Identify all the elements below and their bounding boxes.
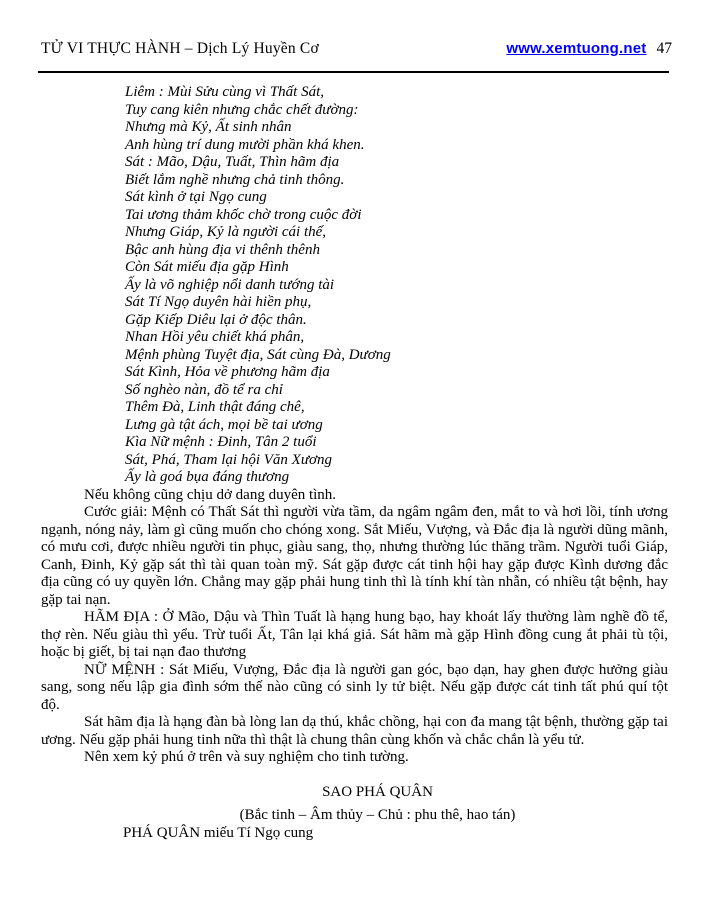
header-title: TỬ VI THỰC HÀNH – Dịch Lý Huyền Cơ — [41, 40, 319, 57]
verse-line: Biết lắm nghề nhưng chả tinh thông. — [125, 171, 345, 188]
verse-line: Nhan Hồi yêu chiết khá phân, — [125, 329, 305, 345]
header-divider — [38, 71, 669, 73]
verse-line: Còn Sát miếu địa gặp Hình — [125, 259, 289, 275]
verse-line: Ấy là goá bụa đáng thương — [125, 469, 290, 485]
verse-line: Ấy là võ nghiệp nổi danh tướng tài — [125, 276, 335, 293]
paragraph: HÃM ĐỊA : Ở Mão, Dậu và Thìn Tuất là hạng hung bạo, hay khoát lấy thường làm nghề đồ tể, thợ rèn. Nếu giàu thì yểu. Trừ tuổi Ất, Tân lại khá giả. Sát hãm mà gặp Hình đồng cung ắt phải tù tội, hoặc bị giết, bị tai nạn đao thương — [41, 609, 668, 660]
body-paragraphs — [41, 487, 668, 767]
verse-block — [125, 84, 668, 487]
verse-line: Bậc anh hùng địa vi thênh thênh — [125, 241, 320, 258]
page-number: 47 — [656, 40, 672, 57]
verse-line: Nhưng mà Kỷ, Ất sinh nhân — [125, 119, 292, 135]
section-subtitle: (Bắc tinh – Âm thủy – Chủ : phu thê, hao tán) — [239, 807, 516, 823]
paragraph: Nên xem kỷ phú ở trên và suy nghiệm cho tinh tường. — [84, 749, 409, 765]
verse-line: Sát : Mão, Dậu, Tuất, Thìn hãm địa — [125, 154, 340, 170]
verse-line: Liêm : Mùi Sửu cùng vì Thất Sát, — [125, 84, 324, 100]
header-right — [506, 40, 672, 58]
paragraph: Nếu không cũng chịu dở dang duyên tình. — [84, 486, 337, 503]
verse-line: Sát Tí Ngọ duyên hài hiền phụ, — [125, 294, 312, 310]
section-first-line: PHÁ QUÂN miếu Tí Ngọ cung — [123, 824, 314, 841]
website-link[interactable]: www.xemtuong.net — [506, 40, 647, 57]
verse-line: Kìa Nữ mệnh : Đinh, Tân 2 tuổi — [125, 434, 317, 450]
verse-line: Thêm Đà, Linh thật đáng chê, — [125, 399, 305, 415]
verse-line: Tuy cang kiên nhưng chắc chết đường: — [125, 101, 359, 118]
verse-line: Tai ương thảm khốc chờ trong cuộc đời — [125, 206, 362, 223]
verse-line: Anh hùng trí dung mười phần khá khen. — [125, 136, 365, 153]
verse-line: Gặp Kiếp Diêu lại ở độc thân. — [125, 311, 307, 328]
verse-line: Sát kình ở tại Ngọ cung — [125, 189, 267, 205]
paragraph: NỮ MỆNH : Sát Miếu, Vượng, Đắc địa là người gan góc, bạo dạn, hay ghen được hưởng giàu sang, song nếu lập gia đình sớm thế nào cũng có sinh ly tử biệt. Nếu gặp được cát tinh tất phú quí tột độ. — [41, 661, 668, 713]
page-header — [41, 40, 672, 58]
paragraph: Sát hãm địa là hạng đàn bà lòng lan dạ thú, khắc chồng, hại con đa mang tật bệnh, thường gặp tai ương. Nếu gặp phải hung tinh nữa thì thật là chung thân cùng khốn và chắc chắn là yểu tử. — [41, 714, 668, 748]
verse-line: Sát, Phá, Tham lại hội Văn Xương — [125, 451, 333, 468]
page-content — [41, 84, 668, 842]
section-pha-quan — [41, 784, 668, 843]
verse-line: Lưng gà tật ách, mọi bề tai ương — [125, 416, 323, 433]
verse-line: Số nghèo nàn, đồ tể ra chỉ — [125, 381, 283, 398]
paragraph: Cước giải: Mệnh có Thất Sát thì người vừa tầm, da ngâm ngâm đen, mắt to và hơi lồi, tính ương ngạnh, nóng nảy, làm gì cũng muốn cho chóng xong. Sắt Miếu, Vượng, và Đắc địa là người dũng mãnh, có mưu cơi, được nhiều người tin phục, giàu sang, thọ, nhưng thường lúc thăng trầm. Người tuổi Giáp, Canh, Đinh, Kỷ gặp sát thì tài quan toàn mỹ. Sát gặp được cát tinh hội hay gặp được Kình dương đắc địa cũng có uy quyền lớn. Chẳng may gặp phải hung tinh thì là tính khí tàn nhẫn, có nhiều tật bệnh, hay gặp tai nạn. — [41, 504, 668, 608]
verse-line: Sát Kình, Hỏa về phương hãm địa — [125, 364, 330, 380]
section-title: SAO PHÁ QUÂN — [322, 783, 433, 800]
verse-line: Nhưng Giáp, Kỷ là người cái thế, — [125, 224, 327, 240]
verse-line: Mệnh phùng Tuyệt địa, Sát cùng Đà, Dương — [125, 346, 391, 363]
